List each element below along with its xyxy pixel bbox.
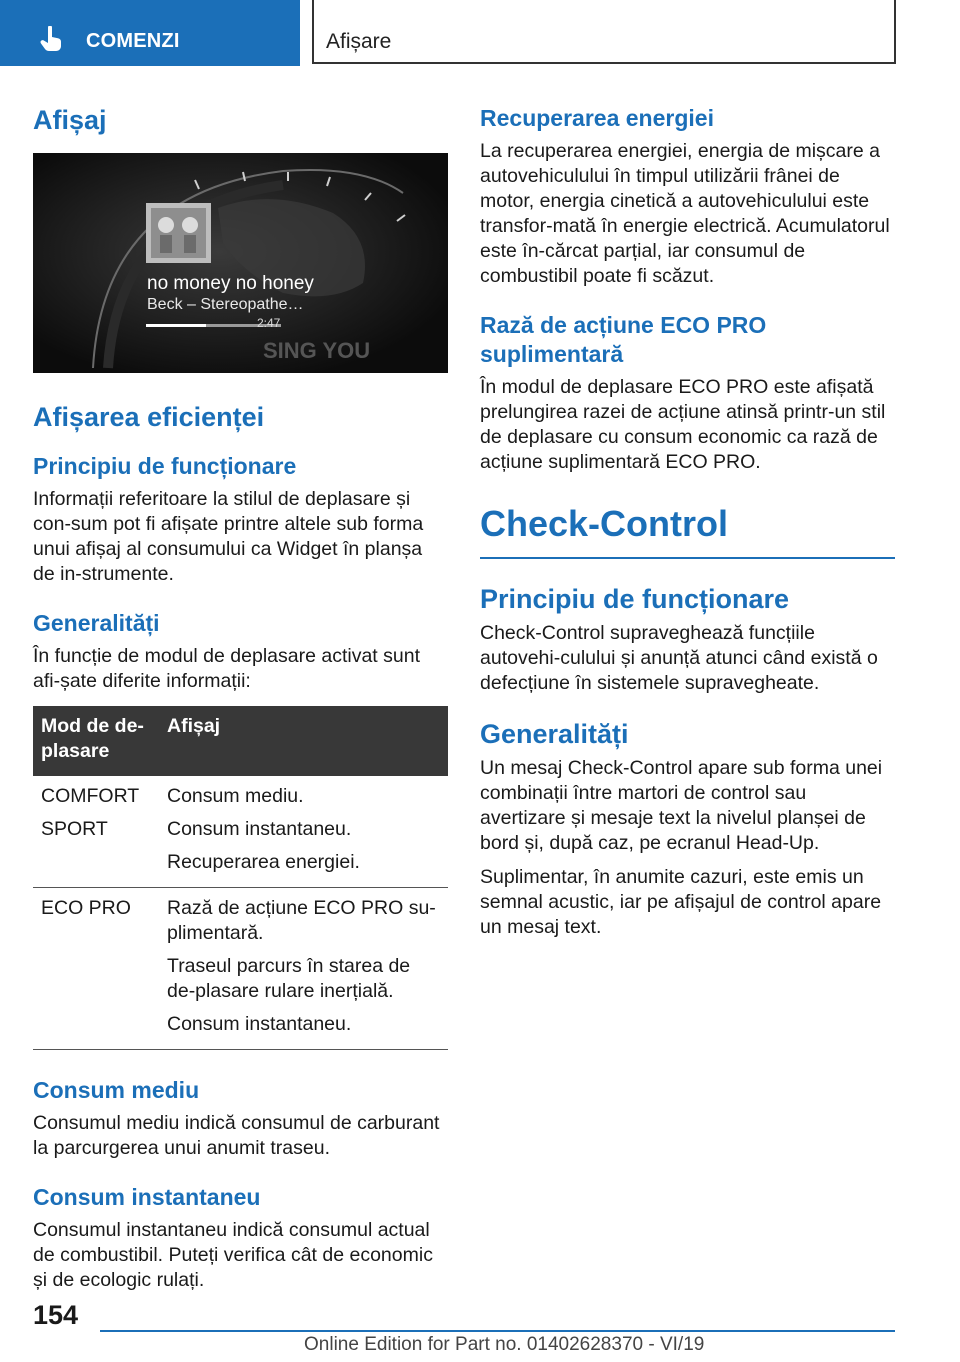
table-cell-displays	[159, 776, 448, 888]
edition-note: Online Edition for Part no. 01402628370 - VI/19	[304, 1334, 705, 1355]
table-cell-modes	[33, 888, 159, 1050]
heading-underline	[480, 557, 895, 559]
principle-text: Informații referitoare la stilul de deplasare și con-sum pot fi afișate printre altele sub forma unui afișaj al consumului ca Widget în planșa de in-strumente.	[33, 488, 424, 585]
heading-check-control: Check-Control	[480, 503, 729, 544]
instant-consumption-text: Consumul instantaneu indică consumul actual de combustibil. Puteți verifica cât de economic și de ecologic rulați.	[33, 1219, 433, 1291]
subheading-eco-pro-range: Rază de acțiune ECO PRO suplimentară	[480, 312, 767, 367]
energy-recovery-text: La recuperarea energiei, energia de mișcare a autovehiculului în timpul utilizării frânei de motor, energia cinetică a autovehiculului este transfor-mată în energie electrică. Acumulatorul este în-cărcat parțial, iar consumul de combustibil poate fi scăzut.	[480, 140, 890, 287]
table-cell-modes	[33, 776, 159, 888]
eco-pro-range-text: În modul de deplasare ECO PRO este afișată prelungirea razei de acțiune atinsă printr-un stil de deplasare cu consum economic ca rază de acțiune suplimentară ECO PRO.	[480, 376, 886, 473]
subheading-general: Generalități	[33, 610, 160, 636]
subheading-cc-general: Generalități	[480, 719, 629, 749]
song-time: 2:47	[257, 316, 281, 330]
footer-rule	[100, 1330, 895, 1332]
mode-label: COMFORT	[41, 785, 140, 807]
song-title: no money no honey	[147, 273, 314, 294]
display-item: Recuperarea energiei.	[167, 851, 360, 873]
subheading-cc-principle: Principiu de funcționare	[480, 584, 790, 614]
display-item: Consum instantaneu.	[167, 1013, 352, 1035]
mode-label: ECO PRO	[41, 897, 131, 919]
average-consumption-text: Consumul mediu indică consumul de carburant la parcurgerea unui anumit traseu.	[33, 1112, 440, 1159]
subheading-energy-recovery: Recuperarea energiei	[480, 105, 714, 131]
mode-label: SPORT	[41, 818, 108, 840]
left-column	[33, 100, 448, 1293]
page-number: 154	[33, 1300, 79, 1330]
display-item: Consum mediu.	[167, 785, 304, 807]
subheading-principle: Principiu de funcționare	[33, 453, 297, 479]
table-header-display: Afișaj	[159, 706, 448, 776]
instrument-display-photo	[33, 153, 448, 373]
heading-efficiency: Afișarea eficienței	[33, 402, 265, 432]
svg-text:SING YOU: SING YOU	[263, 338, 371, 363]
display-modes-table	[33, 706, 448, 1050]
chapter-tab[interactable]	[0, 0, 300, 66]
subheading-average-consumption: Consum mediu	[33, 1077, 200, 1103]
chapter-tab-label: COMENZI	[86, 30, 180, 52]
general-text: În funcție de modul de deplasare activat sunt afi-șate diferite informații:	[33, 645, 420, 692]
heading-display: Afișaj	[33, 105, 107, 135]
table-row	[33, 888, 448, 1050]
table-header-mode: Mod de de-plasare	[33, 706, 159, 776]
song-artist: Beck – Stereopathe…	[147, 296, 304, 313]
right-column	[480, 100, 895, 940]
section-title: Afișare	[326, 30, 392, 53]
display-item: Traseul parcurs în starea de de-plasare rulare inerțială.	[167, 955, 411, 1002]
cc-general-text-2: Suplimentar, în anumite cazuri, este emis un semnal acustic, iar pe afișajul de control apare un mesaj text.	[480, 866, 882, 938]
pointing-hand-icon	[40, 26, 62, 52]
cc-general-text-1: Un mesaj Check-Control apare sub forma unei combinații între martori de control sau avertizare și mesaje text la nivelul planșei de bord și, după caz, pe ecranul Head-Up.	[480, 757, 883, 854]
display-item: Consum instantaneu.	[167, 818, 352, 840]
table-row	[33, 776, 448, 888]
cc-principle-text: Check-Control supraveghează funcțiile autovehi-culului și anunță atunci când există o defecțiune în sistemele supravegheate.	[480, 622, 878, 694]
subheading-instant-consumption: Consum instantaneu	[33, 1184, 261, 1210]
table-cell-displays	[159, 888, 448, 1050]
section-title-box	[312, 0, 896, 64]
display-item: Rază de acțiune ECO PRO su-plimentară.	[167, 897, 436, 944]
display-graphic	[33, 153, 448, 373]
